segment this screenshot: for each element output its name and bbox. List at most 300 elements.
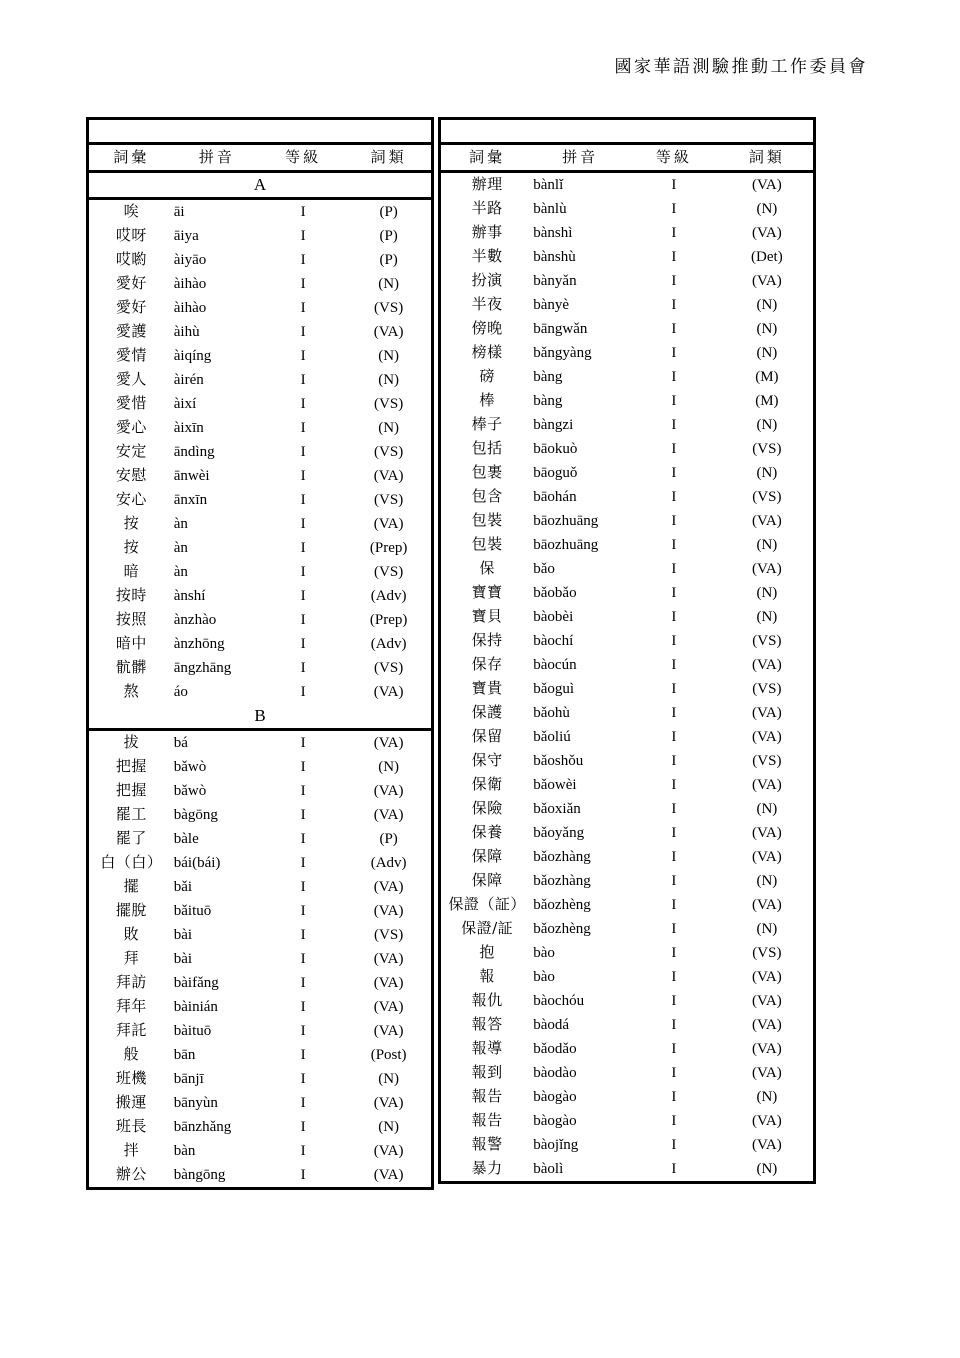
cell-pos-text: (VS) bbox=[752, 488, 782, 505]
table-row bbox=[88, 368, 433, 392]
table-row bbox=[88, 779, 433, 803]
cell-pinyin bbox=[174, 803, 260, 827]
cell-pos-text: (VA) bbox=[752, 512, 782, 529]
cell-pinyin bbox=[174, 1043, 260, 1067]
cell-level bbox=[260, 995, 346, 1019]
cell-pinyin-text: āiya bbox=[173, 227, 199, 244]
table-row bbox=[88, 392, 433, 416]
cell-word bbox=[440, 1085, 534, 1109]
cell-word-text: 哎呀 bbox=[115, 226, 147, 244]
cell-level-text: I bbox=[671, 656, 677, 673]
cell-pinyin bbox=[174, 488, 260, 512]
cell-level-text: I bbox=[671, 416, 677, 433]
table-row bbox=[440, 341, 815, 365]
cell-pos bbox=[346, 632, 432, 656]
cell-pos-text: (VA) bbox=[752, 1040, 782, 1057]
cell-level-text: I bbox=[300, 515, 306, 532]
cell-level-text: I bbox=[300, 974, 306, 991]
cell-pinyin-text: bàodá bbox=[533, 1016, 570, 1033]
cell-pos-text: (N) bbox=[756, 608, 778, 625]
cell-pinyin-text: àixīn bbox=[173, 419, 204, 436]
cell-level-text: I bbox=[300, 203, 306, 220]
cell-pinyin bbox=[174, 875, 260, 899]
cell-level bbox=[260, 827, 346, 851]
cell-pos-text: (VA) bbox=[373, 902, 404, 919]
cell-level-text: I bbox=[300, 563, 306, 580]
table-row bbox=[440, 317, 815, 341]
table-header-row bbox=[88, 144, 433, 172]
cell-level bbox=[260, 560, 346, 584]
cell-pinyin bbox=[174, 440, 260, 464]
cell-pos bbox=[346, 755, 432, 779]
cell-word bbox=[88, 392, 174, 416]
cell-pos bbox=[346, 1091, 432, 1115]
cell-word bbox=[440, 245, 534, 269]
cell-pinyin bbox=[533, 821, 627, 845]
cell-pos-text: (VA) bbox=[373, 998, 404, 1015]
cell-pos bbox=[346, 875, 432, 899]
table-row bbox=[440, 533, 815, 557]
cell-word-text: 報到 bbox=[471, 1063, 503, 1081]
cell-level-text: I bbox=[300, 371, 306, 388]
cell-level-text: I bbox=[300, 443, 306, 460]
cell-pinyin-text: bǎoguì bbox=[533, 680, 575, 697]
cell-level bbox=[627, 485, 721, 509]
cell-level bbox=[627, 893, 721, 917]
cell-pos bbox=[346, 803, 432, 827]
table-row bbox=[88, 875, 433, 899]
cell-pinyin bbox=[174, 947, 260, 971]
cell-pinyin-text: bào bbox=[533, 944, 555, 961]
cell-word bbox=[88, 803, 174, 827]
cell-pos-text: (VA) bbox=[752, 776, 782, 793]
table-row bbox=[88, 584, 433, 608]
table-row bbox=[440, 941, 815, 965]
cell-pos-text: (N) bbox=[756, 416, 778, 433]
cell-word-text: 般 bbox=[123, 1045, 140, 1063]
cell-level bbox=[627, 989, 721, 1013]
cell-pinyin-text: bǎozhàng bbox=[533, 872, 591, 889]
cell-pinyin-text: bái(bái) bbox=[173, 854, 221, 871]
cell-level bbox=[260, 680, 346, 704]
cell-word bbox=[440, 317, 534, 341]
cell-pos-text: (VA) bbox=[373, 974, 404, 991]
cell-pos bbox=[346, 584, 432, 608]
cell-pinyin bbox=[174, 199, 260, 225]
cell-pos-text: (VA) bbox=[752, 1112, 782, 1129]
cell-level-text: I bbox=[300, 347, 306, 364]
cell-level bbox=[627, 821, 721, 845]
cell-level bbox=[627, 509, 721, 533]
cell-pinyin-text: bǎwò bbox=[173, 758, 207, 775]
cell-level bbox=[627, 269, 721, 293]
cell-word-text: 半夜 bbox=[471, 295, 503, 313]
cell-pos bbox=[721, 1061, 815, 1085]
cell-pinyin-text: bàngōng bbox=[173, 1166, 226, 1183]
cell-level-text: I bbox=[300, 299, 306, 316]
cell-pos bbox=[721, 365, 815, 389]
cell-pinyin-text: bǎoyǎng bbox=[533, 824, 585, 841]
table-row bbox=[88, 1115, 433, 1139]
cell-pinyin-text: àn bbox=[173, 563, 188, 580]
cell-word-text: 愛惜 bbox=[115, 394, 147, 412]
cell-pos bbox=[721, 581, 815, 605]
cell-level-text: I bbox=[300, 782, 306, 799]
cell-pos bbox=[721, 653, 815, 677]
cell-word-text: 榜樣 bbox=[471, 343, 503, 361]
cell-pinyin bbox=[533, 293, 627, 317]
cell-level bbox=[627, 917, 721, 941]
cell-word-text: 半路 bbox=[471, 199, 503, 217]
cell-pos-text: (VA) bbox=[752, 824, 782, 841]
cell-level-text: I bbox=[300, 950, 306, 967]
cell-level-text: I bbox=[671, 992, 677, 1009]
page-header-title: 國家華語測驗推動工作委員會 bbox=[614, 57, 868, 77]
cell-word bbox=[88, 440, 174, 464]
cell-pos-text: (VA) bbox=[373, 782, 404, 799]
cell-word bbox=[88, 296, 174, 320]
cell-pinyin-text: bànlù bbox=[533, 200, 567, 217]
cell-word bbox=[88, 875, 174, 899]
cell-pos-text: (N) bbox=[378, 419, 400, 436]
cell-pos-text: (VA) bbox=[752, 1064, 782, 1081]
cell-pinyin bbox=[174, 512, 260, 536]
cell-pos-text: (N) bbox=[756, 320, 778, 337]
cell-word bbox=[88, 947, 174, 971]
table-row bbox=[440, 965, 815, 989]
table-row bbox=[88, 755, 433, 779]
cell-pos bbox=[346, 656, 432, 680]
cell-pinyin bbox=[174, 248, 260, 272]
table-row bbox=[88, 224, 433, 248]
cell-pinyin-text: bàn bbox=[173, 1142, 196, 1159]
table-row bbox=[440, 461, 815, 485]
cell-pos bbox=[346, 1163, 432, 1189]
cell-pos-text: (VA) bbox=[373, 1166, 404, 1183]
cell-pinyin-text: bǎoliú bbox=[533, 728, 571, 745]
cell-level-text: I bbox=[671, 440, 677, 457]
table-row bbox=[440, 605, 815, 629]
table-row bbox=[88, 730, 433, 756]
cell-level-text: I bbox=[300, 734, 306, 751]
cell-word-text: 班機 bbox=[115, 1069, 147, 1087]
cell-word-text: 保留 bbox=[471, 727, 503, 745]
cell-word-text: 愛情 bbox=[115, 346, 147, 364]
cell-pos-text: (M) bbox=[755, 392, 779, 409]
cell-pos-text: (N) bbox=[756, 296, 778, 313]
cell-level-text: I bbox=[671, 344, 677, 361]
cell-level-text: I bbox=[671, 728, 677, 745]
cell-pos bbox=[721, 749, 815, 773]
table-row bbox=[88, 536, 433, 560]
cell-word-text: 拔 bbox=[123, 733, 140, 751]
cell-pinyin-text: bànshù bbox=[533, 248, 576, 265]
cell-pos-text: (VS) bbox=[374, 395, 404, 412]
cell-level-text: I bbox=[300, 830, 306, 847]
table-row bbox=[440, 629, 815, 653]
column-header-pos: 詞類 bbox=[346, 144, 432, 172]
table-row bbox=[88, 199, 433, 225]
cell-pos-text: (VA) bbox=[373, 734, 404, 751]
cell-pos bbox=[721, 269, 815, 293]
cell-pos-text: (N) bbox=[756, 536, 778, 553]
cell-word bbox=[88, 923, 174, 947]
cell-pos bbox=[721, 893, 815, 917]
cell-word bbox=[440, 221, 534, 245]
cell-word bbox=[440, 1037, 534, 1061]
column-header-word: 詞彙 bbox=[88, 144, 174, 172]
cell-pinyin bbox=[174, 779, 260, 803]
cell-pos-text: (Prep) bbox=[369, 611, 408, 628]
cell-pinyin-text: bàochóu bbox=[533, 992, 585, 1009]
cell-pinyin-text: áo bbox=[173, 683, 188, 700]
cell-level bbox=[627, 245, 721, 269]
cell-word-text: 保障 bbox=[471, 847, 503, 865]
cell-pos-text: (VA) bbox=[752, 896, 782, 913]
cell-pinyin-text: bàogào bbox=[533, 1112, 577, 1129]
cell-pinyin bbox=[174, 464, 260, 488]
cell-word bbox=[88, 536, 174, 560]
cell-pinyin bbox=[174, 923, 260, 947]
cell-pinyin-text: bàochí bbox=[533, 632, 574, 649]
table-spacer-row bbox=[88, 119, 433, 144]
cell-pinyin-text: àiqíng bbox=[173, 347, 212, 364]
cell-pinyin bbox=[533, 485, 627, 509]
cell-pinyin-text: àiyāo bbox=[173, 251, 207, 268]
cell-pinyin bbox=[174, 851, 260, 875]
cell-pos-text: (Det) bbox=[751, 248, 783, 265]
cell-level bbox=[627, 461, 721, 485]
cell-pinyin bbox=[533, 269, 627, 293]
cell-word bbox=[440, 172, 534, 198]
cell-word bbox=[440, 1061, 534, 1085]
cell-level bbox=[627, 317, 721, 341]
cell-word bbox=[440, 413, 534, 437]
cell-pos-text: (VA) bbox=[752, 848, 782, 865]
cell-word-text: 包裹 bbox=[471, 463, 503, 481]
cell-level bbox=[627, 749, 721, 773]
table-row bbox=[88, 296, 433, 320]
cell-pinyin bbox=[533, 1133, 627, 1157]
cell-word-text: 哎喲 bbox=[115, 250, 147, 268]
cell-pinyin bbox=[174, 680, 260, 704]
cell-pinyin bbox=[174, 416, 260, 440]
cell-word-text: 搬運 bbox=[115, 1093, 147, 1111]
cell-pos-text: (VA) bbox=[373, 323, 404, 340]
cell-pos-text: (VA) bbox=[373, 1094, 404, 1111]
cell-pos bbox=[346, 344, 432, 368]
cell-pos-text: (N) bbox=[378, 758, 400, 775]
cell-pos bbox=[346, 248, 432, 272]
cell-word bbox=[88, 512, 174, 536]
cell-word-text: 暴力 bbox=[471, 1159, 503, 1177]
table-row bbox=[440, 845, 815, 869]
cell-pinyin-text: bànshì bbox=[533, 224, 573, 241]
cell-pinyin bbox=[174, 656, 260, 680]
table-row bbox=[88, 899, 433, 923]
cell-level bbox=[260, 464, 346, 488]
table-row bbox=[440, 197, 815, 221]
cell-pinyin-text: bàituō bbox=[173, 1022, 212, 1039]
cell-word-text: 愛護 bbox=[115, 322, 147, 340]
cell-word-text: 扮演 bbox=[471, 271, 503, 289]
cell-word bbox=[88, 368, 174, 392]
cell-pos bbox=[721, 869, 815, 893]
cell-level-text: I bbox=[671, 680, 677, 697]
table-row bbox=[440, 701, 815, 725]
cell-pinyin-text: bǎowèi bbox=[533, 776, 577, 793]
cell-level bbox=[627, 797, 721, 821]
cell-pos bbox=[721, 965, 815, 989]
table-row bbox=[440, 1109, 815, 1133]
cell-pos bbox=[346, 608, 432, 632]
cell-pos-text: (VA) bbox=[752, 224, 782, 241]
table-row bbox=[88, 1163, 433, 1189]
cell-level-text: I bbox=[300, 1046, 306, 1063]
table-row bbox=[440, 773, 815, 797]
table-row bbox=[440, 389, 815, 413]
cell-word-text: 辦理 bbox=[471, 175, 503, 193]
cell-level-text: I bbox=[671, 920, 677, 937]
cell-pos bbox=[346, 1115, 432, 1139]
cell-word bbox=[440, 917, 534, 941]
cell-pos-text: (VA) bbox=[752, 176, 782, 193]
cell-pos bbox=[346, 995, 432, 1019]
cell-level bbox=[260, 248, 346, 272]
cell-word bbox=[440, 965, 534, 989]
cell-pinyin-text: āngzhāng bbox=[173, 659, 232, 676]
cell-level-text: I bbox=[671, 176, 677, 193]
cell-level-text: I bbox=[671, 776, 677, 793]
cell-pinyin bbox=[533, 221, 627, 245]
cell-word bbox=[440, 1013, 534, 1037]
cell-word bbox=[440, 725, 534, 749]
cell-pos-text: (Adv) bbox=[370, 854, 407, 871]
table-row bbox=[88, 488, 433, 512]
cell-pos-text: (N) bbox=[378, 347, 400, 364]
cell-pos-text: (VA) bbox=[752, 728, 782, 745]
cell-pos-text: (VS) bbox=[752, 944, 782, 961]
cell-word-text: 辦事 bbox=[471, 223, 503, 241]
cell-pinyin bbox=[174, 1115, 260, 1139]
cell-pos-text: (N) bbox=[756, 1088, 778, 1105]
cell-level bbox=[260, 296, 346, 320]
cell-word-text: 包含 bbox=[471, 487, 503, 505]
cell-pos-text: (N) bbox=[756, 920, 778, 937]
cell-pinyin bbox=[533, 341, 627, 365]
cell-word-text: 包裝 bbox=[471, 511, 503, 529]
cell-level bbox=[260, 344, 346, 368]
cell-pinyin-text: bàinián bbox=[173, 998, 218, 1015]
cell-pos bbox=[346, 199, 432, 225]
cell-word bbox=[88, 320, 174, 344]
cell-word-text: 包括 bbox=[471, 439, 503, 457]
cell-level bbox=[260, 199, 346, 225]
cell-pinyin-text: bāoguǒ bbox=[533, 464, 578, 481]
cell-pos-text: (Adv) bbox=[370, 635, 407, 652]
cell-pinyin bbox=[533, 893, 627, 917]
cell-word-text: 骯髒 bbox=[115, 658, 147, 676]
cell-pos-text: (VA) bbox=[373, 515, 404, 532]
cell-pos-text: (VA) bbox=[752, 560, 782, 577]
cell-level bbox=[627, 365, 721, 389]
cell-level bbox=[260, 488, 346, 512]
cell-pos bbox=[721, 845, 815, 869]
cell-pinyin bbox=[533, 172, 627, 198]
cell-pinyin-text: bǎwò bbox=[173, 782, 207, 799]
cell-pinyin bbox=[533, 725, 627, 749]
cell-level-text: I bbox=[300, 539, 306, 556]
cell-pos bbox=[721, 317, 815, 341]
cell-word-text: 半數 bbox=[471, 247, 503, 265]
cell-level bbox=[260, 923, 346, 947]
cell-pos-text: (VS) bbox=[752, 632, 782, 649]
cell-word bbox=[88, 1115, 174, 1139]
cell-pinyin bbox=[174, 827, 260, 851]
vocabulary-tables bbox=[86, 117, 816, 1190]
cell-level-text: I bbox=[671, 368, 677, 385]
cell-level bbox=[627, 1037, 721, 1061]
cell-pos-text: (VA) bbox=[373, 806, 404, 823]
cell-word bbox=[88, 1019, 174, 1043]
cell-word bbox=[88, 272, 174, 296]
cell-level-text: I bbox=[671, 1136, 677, 1153]
cell-word bbox=[440, 365, 534, 389]
cell-word-text: 罷工 bbox=[115, 805, 147, 823]
cell-pinyin bbox=[174, 1139, 260, 1163]
cell-level bbox=[260, 656, 346, 680]
cell-pos bbox=[721, 917, 815, 941]
vocabulary-table-left bbox=[86, 117, 434, 1190]
cell-pos bbox=[346, 488, 432, 512]
cell-pinyin bbox=[533, 1013, 627, 1037]
table-row bbox=[440, 917, 815, 941]
cell-pos-text: (N) bbox=[756, 800, 778, 817]
cell-level bbox=[260, 368, 346, 392]
cell-level bbox=[627, 293, 721, 317]
cell-level-text: I bbox=[671, 536, 677, 553]
cell-level-text: I bbox=[300, 227, 306, 244]
cell-word-text: 拜訪 bbox=[115, 973, 147, 991]
cell-pinyin bbox=[533, 749, 627, 773]
cell-word-text: 安定 bbox=[115, 442, 147, 460]
cell-pos-text: (P) bbox=[379, 227, 398, 244]
cell-pos bbox=[346, 368, 432, 392]
cell-pos-text: (N) bbox=[756, 200, 778, 217]
table-row bbox=[440, 245, 815, 269]
cell-level-text: I bbox=[671, 1112, 677, 1129]
cell-word-text: 班長 bbox=[115, 1117, 147, 1135]
table-row bbox=[440, 509, 815, 533]
cell-pos bbox=[721, 773, 815, 797]
cell-word bbox=[440, 605, 534, 629]
column-header-level: 等級 bbox=[627, 144, 721, 172]
table-row bbox=[440, 1133, 815, 1157]
cell-pinyin-text: bànyǎn bbox=[533, 272, 577, 289]
cell-pinyin bbox=[533, 389, 627, 413]
cell-pinyin-text: bàolì bbox=[533, 1160, 564, 1177]
cell-level bbox=[627, 389, 721, 413]
cell-pos-text: (VA) bbox=[373, 683, 404, 700]
cell-level-text: I bbox=[300, 758, 306, 775]
table-row bbox=[440, 365, 815, 389]
cell-pinyin-text: bǎoxiǎn bbox=[533, 800, 581, 817]
cell-pos bbox=[346, 224, 432, 248]
cell-pinyin bbox=[533, 1109, 627, 1133]
cell-level-text: I bbox=[671, 800, 677, 817]
cell-pinyin bbox=[174, 899, 260, 923]
cell-level-text: I bbox=[671, 872, 677, 889]
